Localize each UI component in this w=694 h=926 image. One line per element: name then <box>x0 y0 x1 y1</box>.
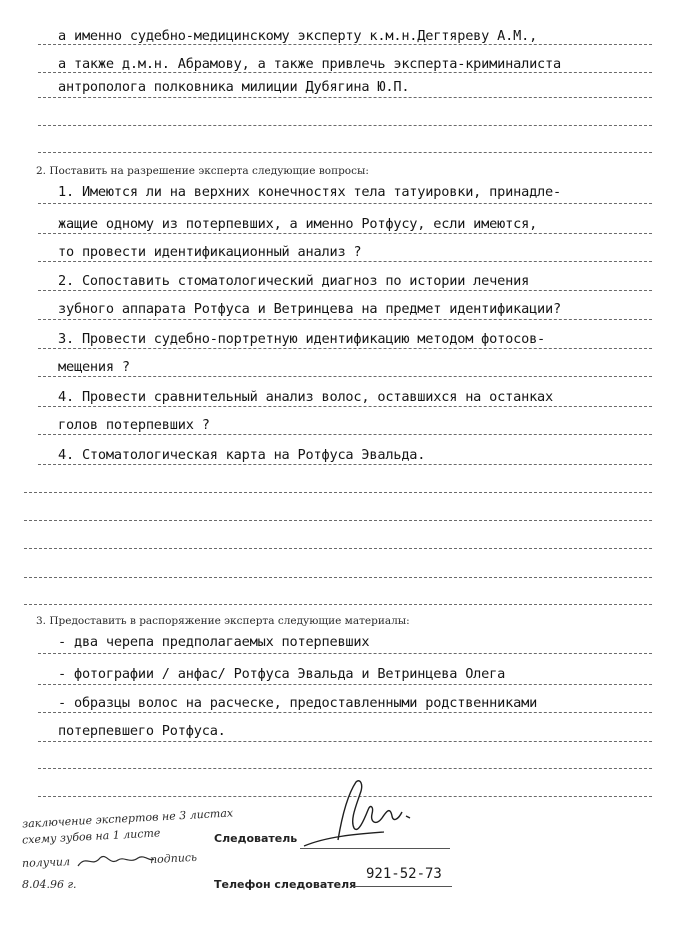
material-line: - два черепа предполагаемых потерпевших <box>58 634 370 650</box>
ruled-line <box>38 684 652 685</box>
handwritten-note-line: заключение экспертов не 3 листах <box>21 806 234 831</box>
question-line: 1. Имеются ли на верхних конечностях тела татуировки, принадле- <box>58 184 562 200</box>
ruled-line <box>24 520 652 521</box>
question-line: 2. Сопоставить стоматологический диагноз по истории лечения <box>58 273 530 289</box>
ruled-line <box>38 72 652 73</box>
phone-line <box>352 886 452 887</box>
ruled-line <box>38 741 652 742</box>
ruled-line <box>38 152 652 153</box>
section-heading-materials: 3. Предоставить в распоряжение эксперта следующие материалы: <box>36 615 410 627</box>
handwritten-note-line: получил <box>21 855 71 870</box>
question-line: 3. Провести судебно-портретную идентификацию методом фотосов- <box>58 331 546 347</box>
ruled-line <box>24 548 652 549</box>
ruled-line <box>38 653 652 654</box>
question-line: мещения ? <box>58 359 130 375</box>
text-line: а именно судебно-медицинскому эксперту к.м.н.Дегтяреву А.М., <box>58 28 538 44</box>
investigator-label: Следователь <box>214 832 298 845</box>
question-line: 4. Провести сравнительный анализ волос, оставшихся на останках <box>58 389 554 405</box>
text-line: а также д.м.н. Абрамову, а также привлечь эксперта-криминалиста <box>58 56 562 72</box>
phone-number: 921-52-73 <box>366 866 442 882</box>
ruled-line <box>38 203 652 204</box>
handwritten-initials-icon <box>76 850 156 872</box>
ruled-line <box>38 376 652 377</box>
handwritten-note-line: подпись <box>149 850 198 867</box>
handwritten-note-line: схему зубов на 1 листе <box>21 826 161 847</box>
section-heading-questions: 2. Поставить на разрешение эксперта следующие вопросы: <box>36 165 369 177</box>
question-line: зубного аппарата Ротфуса и Ветринцева на предмет идентификации? <box>58 301 562 317</box>
text-line: антрополога полковника милиции Дубягина Ю.П. <box>58 79 410 95</box>
ruled-line <box>24 492 652 493</box>
material-line: - фотографии / анфас/ Ротфуса Эвальда и Ветринцева Олега <box>58 666 506 682</box>
ruled-line <box>38 261 652 262</box>
ruled-line <box>24 604 652 605</box>
ruled-line <box>38 348 652 349</box>
ruled-line <box>38 319 652 320</box>
ruled-line <box>38 290 652 291</box>
ruled-line <box>38 44 652 45</box>
phone-label: Телефон следователя <box>214 878 357 891</box>
ruled-line <box>38 406 652 407</box>
ruled-line <box>24 577 652 578</box>
ruled-line <box>38 97 652 98</box>
handwritten-date: 8.04.96 г. <box>22 878 77 891</box>
ruled-line <box>38 125 652 126</box>
question-line: жащие одному из потерпевших, а именно Ротфусу, если имеются, <box>58 216 538 232</box>
question-line: голов потерпевших ? <box>58 417 210 433</box>
question-line: 4. Стоматологическая карта на Ротфуса Эвальда. <box>58 447 426 463</box>
ruled-line <box>38 464 652 465</box>
ruled-line <box>38 233 652 234</box>
material-line: потерпевшего Ротфуса. <box>58 723 226 739</box>
investigator-signature-icon <box>298 776 418 856</box>
material-line: - образцы волос на расческе, предоставленными родственниками <box>58 695 538 711</box>
ruled-line <box>38 712 652 713</box>
question-line: то провести идентификационный анализ ? <box>58 244 362 260</box>
signature-line <box>300 848 450 849</box>
ruled-line <box>38 434 652 435</box>
ruled-line <box>38 768 652 769</box>
